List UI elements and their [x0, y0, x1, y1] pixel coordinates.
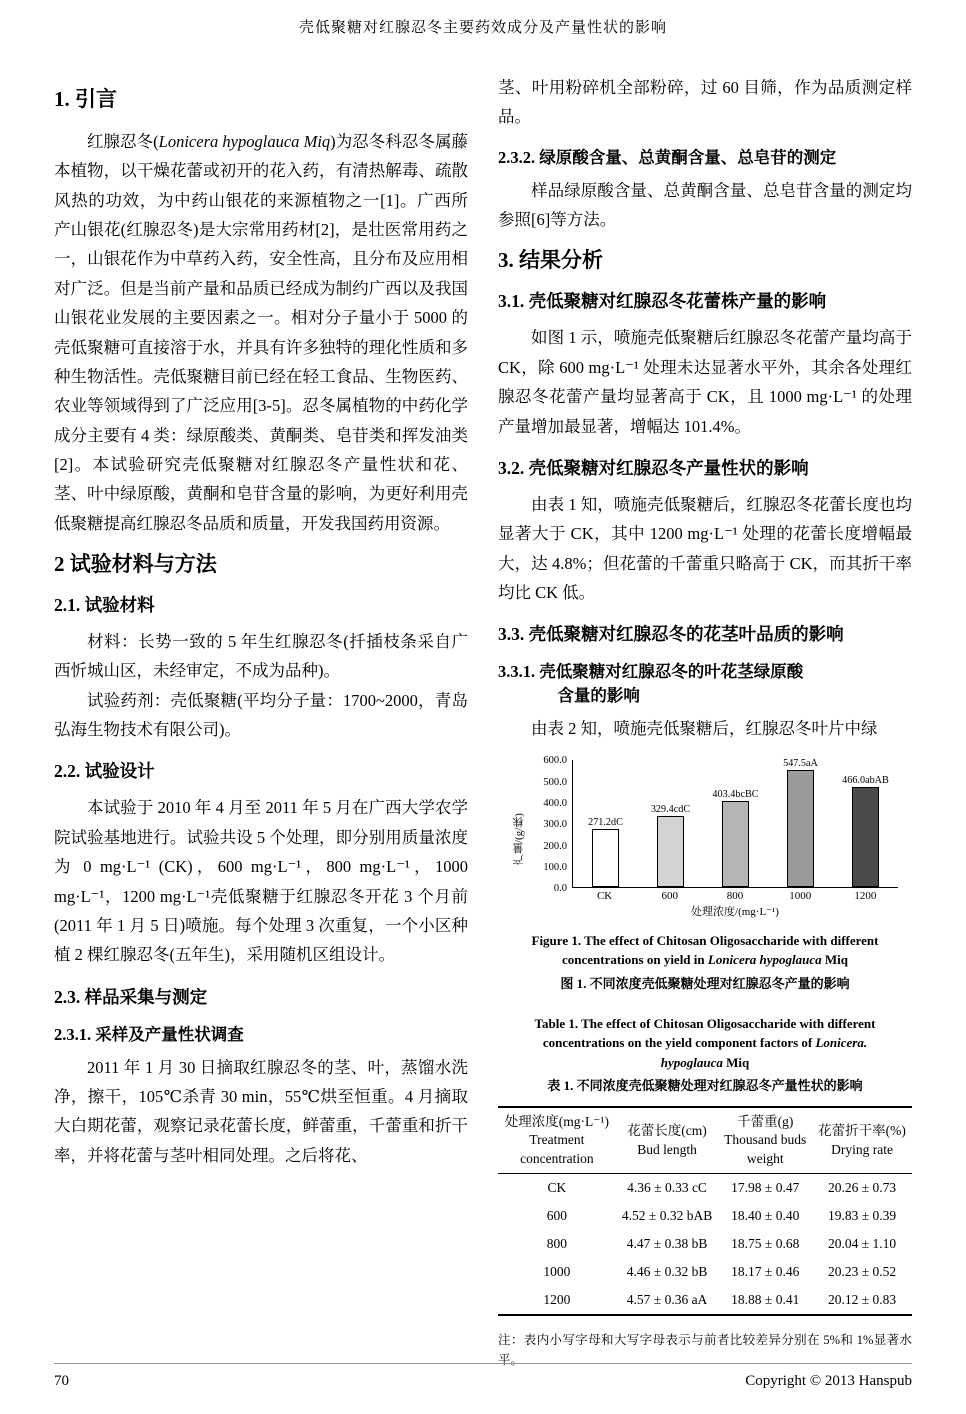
- table-cell: 17.98 ± 0.47: [731, 1179, 800, 1195]
- chart-y-tick-label: 300.0: [543, 819, 567, 831]
- figure-1-caption-en: [498, 931, 912, 970]
- table-cell: 18.75 ± 0.68: [731, 1235, 800, 1251]
- chart-y-tick-label: 200.0: [543, 840, 567, 852]
- sampling-paragraph-continued: 茎、叶用粉碎机全部粉碎，过 60 目筛，作为品质测定样品。: [498, 78, 912, 127]
- table-header-row: [498, 1107, 912, 1173]
- page-number: 70: [54, 1373, 69, 1389]
- section-3-3-heading: 3.3. 壳低聚糖对红腺忍冬的花茎叶品质的影响: [498, 624, 844, 645]
- materials-paragraph-1: 材料：长势一致的 5 年生红腺忍冬(扦插枝条采自广西忻城山区，未经审定，不成为品种)。: [54, 632, 468, 681]
- chart-bar-group: [703, 789, 768, 887]
- figure-1-caption-en-pre: Figure 1. The effect of Chitosan Oligosaccharide with different concentrations on yield in: [531, 932, 879, 968]
- table-cell: 4.57 ± 0.36 aA: [626, 1291, 708, 1307]
- section-3-heading: 3. 结果分析: [498, 248, 603, 273]
- table-cell: CK: [547, 1179, 567, 1195]
- table-row: [498, 1286, 912, 1315]
- table-cell: 18.88 ± 0.41: [731, 1291, 800, 1307]
- table-cell: 1000: [543, 1263, 571, 1279]
- table-body: [498, 1173, 912, 1315]
- chart-bar: [657, 816, 684, 886]
- section-3-1-heading: 3.1. 壳低聚糖对红腺忍冬花蕾株产量的影响: [498, 291, 827, 312]
- intro-p1-post: )为忍冬科忍冬属藤本植物，以干燥花蕾或初开的花入药，有清热解毒、疏散风热的功效，为中药山银花的来源植物之一[1]。广西所产山银花(红腺忍冬)是大宗常用药材[2]，是壮医常用药之一，山银花作为中草药入药，安全性高，且分布及应用相对广泛。但是当前产量和品质已经成为制约广西以及我国山银花业发展的主要因素之一。相对分子量小于 5000 的壳低聚糖可直接溶于水，并具有许多独特的理化性质和多种生物活性。壳低聚糖目前已经在轻工食品、生物医药、农业等领域得到了广泛应用[3-5]。忍冬属植物的中药化学成分主要有 4 类：绿原酸类、黄酮类、皂苷类和挥发油类[2]。本试验研究壳低聚糖对红腺忍冬产量性状和花、茎、叶中绿原酸，黄酮和皂苷含量的影响，为更好利用壳低聚糖提高红腺忍冬品质和质量，开发我国药用资源。: [54, 132, 468, 533]
- section-3-3-1-heading: [498, 658, 912, 706]
- chart-x-axis-label: 处理浓度/(mg·L⁻¹): [691, 905, 779, 918]
- section-2-3-heading: 2.3. 样品采集与测定: [54, 986, 208, 1007]
- chart-y-tick-label: 500.0: [543, 776, 567, 788]
- two-column-layout: [54, 73, 912, 1370]
- figure-1-caption-en-post: Miq: [821, 952, 849, 968]
- bar-value-label: 466.0abAB: [842, 775, 889, 787]
- table-1-caption-zh: 表 1. 不同浓度壳低聚糖处理对红腺忍冬产量性状的影响: [547, 1078, 863, 1094]
- table-1-caption-species: Lonicera. hypoglauca: [660, 1035, 868, 1070]
- table-cell: 4.47 ± 0.38 bB: [626, 1235, 708, 1251]
- left-column: [54, 73, 468, 1370]
- bar-value-label: 271.2dC: [588, 816, 623, 828]
- chart-y-tick-label: 0.0: [553, 883, 567, 895]
- chart-bar: [787, 770, 814, 887]
- table-cell: 4.52 ± 0.32 bAB: [621, 1207, 713, 1223]
- chart-x-tick-label: 800: [726, 889, 744, 902]
- chart-y-tick-label: 400.0: [543, 797, 567, 809]
- materials-paragraph-2: 试验药剂：壳低聚糖(平均分子量：1700~2000，青岛弘海生物技术有限公司)。: [54, 690, 468, 740]
- table-row: [498, 1173, 912, 1202]
- table-1-caption-en: [498, 1014, 912, 1073]
- table-1: [498, 1106, 912, 1316]
- page-footer: [54, 1363, 912, 1390]
- table-cell: 18.17 ± 0.46: [731, 1263, 800, 1279]
- table-cell: 800: [546, 1235, 567, 1251]
- design-paragraph: 本试验于 2010 年 4 月至 2011 年 5 月在广西大学农学院试验基地进行。试验共设 5 个处理，即分别用质量浓度为 0 mg·L⁻¹ (CK)，600 mg·L⁻¹，800 mg·L⁻¹，1000 mg·L⁻¹，1200 mg·L⁻¹壳低聚糖于红腺忍冬开花 3 个月前(2011 年 1 月 5 日)喷施。每个处理 3 次重复，一个小区种植 2 棵红腺忍冬(五年生)，采用随机区组设计。: [54, 798, 468, 965]
- chart-x-tick-label: CK: [596, 889, 613, 902]
- bar-value-label: 547.5aA: [783, 757, 818, 769]
- copyright-notice: Copyright © 2013 Hanspub: [745, 1373, 912, 1389]
- chart-y-axis-label: 产量/(g/株): [513, 813, 525, 866]
- chart-x-tick-label: 600: [661, 889, 679, 902]
- chart-bar: [722, 801, 749, 887]
- table-cell: 20.26 ± 0.73: [827, 1179, 897, 1195]
- chart-x-labels: [572, 888, 898, 902]
- chart-bar: [852, 787, 879, 886]
- table-column-header: 千蕾重(g) Thousand buds weight: [724, 1114, 807, 1166]
- figure-1: [512, 755, 898, 919]
- chart-plot-area: [572, 757, 898, 888]
- sampling-paragraph: 2011 年 1 月 30 日摘取红腺忍冬的茎、叶，蒸馏水洗净，擦干，105℃杀青 30 min，55℃烘至恒重。4 月摘取大白期花蕾，观察记录花蕾长度，鲜蕾重，千蕾重和折干率，并将花蕾与茎叶相同处理。之后将花、: [54, 1057, 468, 1165]
- table-cell: 4.46 ± 0.32 bB: [626, 1263, 708, 1279]
- table-cell: 18.40 ± 0.40: [731, 1207, 800, 1223]
- table-column-header: 花蕾长度(cm) Bud length: [627, 1123, 707, 1157]
- section-2-1-heading: 2.1. 试验材料: [54, 595, 155, 616]
- assay-paragraph: 样品绿原酸含量、总黄酮含量、总皂苷含量的测定均参照[6]等方法。: [498, 180, 912, 230]
- table-row: [498, 1202, 912, 1230]
- right-column: [498, 73, 912, 1370]
- table-cell: 600: [546, 1207, 567, 1223]
- figure-1-chart: [512, 755, 898, 919]
- chart-y-tick-label: 100.0: [543, 861, 567, 873]
- chart-bar-group: [768, 758, 833, 887]
- chart-x-tick-label: 1000: [789, 889, 812, 902]
- intro-paragraph: [54, 127, 468, 538]
- latin-species-name: Lonicera hypoglauca Miq: [158, 132, 331, 151]
- table-row: [498, 1230, 912, 1258]
- chart-y-ticks: [526, 755, 572, 895]
- section-1-heading: 1. 引言: [54, 87, 117, 111]
- section-2-3-1-heading: 2.3.1. 采样及产量性状调查: [54, 1024, 244, 1044]
- section-2-3-2-heading: 2.3.2. 绿原酸含量、总黄酮含量、总皂苷的测定: [498, 147, 837, 167]
- table-1-note: 注：表内小写字母和大写字母表示与前者比较差异分别在 5%和 1%显著水平。: [498, 1332, 912, 1367]
- table-column-header: 处理浓度(mg·L⁻¹) Treatment concentration: [504, 1114, 609, 1166]
- figure-1-caption-zh: 图 1. 不同浓度壳低聚糖处理对红腺忍冬产量的影响: [560, 975, 850, 991]
- section-2-heading: 2 试验材料与方法: [54, 552, 217, 577]
- table-column-header: 花蕾折干率(%) Drying rate: [818, 1123, 906, 1157]
- running-header-title: 壳低聚糖对红腺忍冬主要药效成分及产量性状的影响: [298, 20, 667, 36]
- chart-y-tick-label: 600.0: [543, 755, 567, 767]
- traits-result-paragraph: 由表 1 知，喷施壳低聚糖后，红腺忍冬花蕾长度也均显著大于 CK，其中 1200 mg·L⁻¹ 处理的花蕾长度增幅最大，达 4.8%；但花蕾的千蕾重只略高于 CK，而其折干率均比 CK 低。: [498, 494, 912, 602]
- section-3-3-1-heading-line1: 3.3.1. 壳低聚糖对红腺忍冬的叶花茎绿原酸: [498, 662, 804, 682]
- table-cell: 20.12 ± 0.83: [827, 1291, 897, 1307]
- intro-p1-pre: 红腺忍冬(: [87, 132, 159, 151]
- table-cell: 20.04 ± 1.10: [827, 1235, 897, 1251]
- section-3-2-heading: 3.2. 壳低聚糖对红腺忍冬产量性状的影响: [498, 457, 809, 478]
- section-3-3-1-heading-line2: 含量的影响: [557, 686, 640, 706]
- table-cell: 19.83 ± 0.39: [827, 1207, 897, 1223]
- table-cell: 4.36 ± 0.33 cC: [627, 1179, 707, 1195]
- section-2-2-heading: 2.2. 试验设计: [54, 761, 155, 782]
- chlorogenic-paragraph: 由表 2 知，喷施壳低聚糖后，红腺忍冬叶片中绿: [531, 719, 878, 739]
- figure-1-caption-species: Lonicera hypoglauca: [707, 952, 822, 968]
- table-cell: 1200: [543, 1291, 571, 1307]
- table-cell: 20.23 ± 0.52: [827, 1263, 897, 1279]
- chart-bar-group: [638, 804, 703, 886]
- chart-bar: [592, 829, 619, 887]
- bar-value-label: 329.4cdC: [650, 804, 691, 816]
- bar-value-label: 403.4bcBC: [712, 788, 759, 800]
- chart-bar-group: [573, 817, 638, 887]
- chart-x-tick-label: 1200: [854, 889, 877, 902]
- table-1-caption-en-post: Miq: [722, 1054, 750, 1070]
- chart-bar-group: [833, 775, 898, 886]
- table-1-caption-en-pre: Table 1. The effect of Chitosan Oligosaccharide with different concentrations on the yield component factors of: [534, 1015, 876, 1051]
- table-row: [498, 1258, 912, 1286]
- yield-result-paragraph: 如图 1 示，喷施壳低聚糖后红腺忍冬花蕾产量均高于 CK，除 600 mg·L⁻¹ 处理未达显著水平外，其余各处理红腺忍冬花蕾产量均显著高于 CK，且 1000 mg·L⁻¹ 的处理产量增加最显著，增幅达 101.4%。: [498, 328, 912, 436]
